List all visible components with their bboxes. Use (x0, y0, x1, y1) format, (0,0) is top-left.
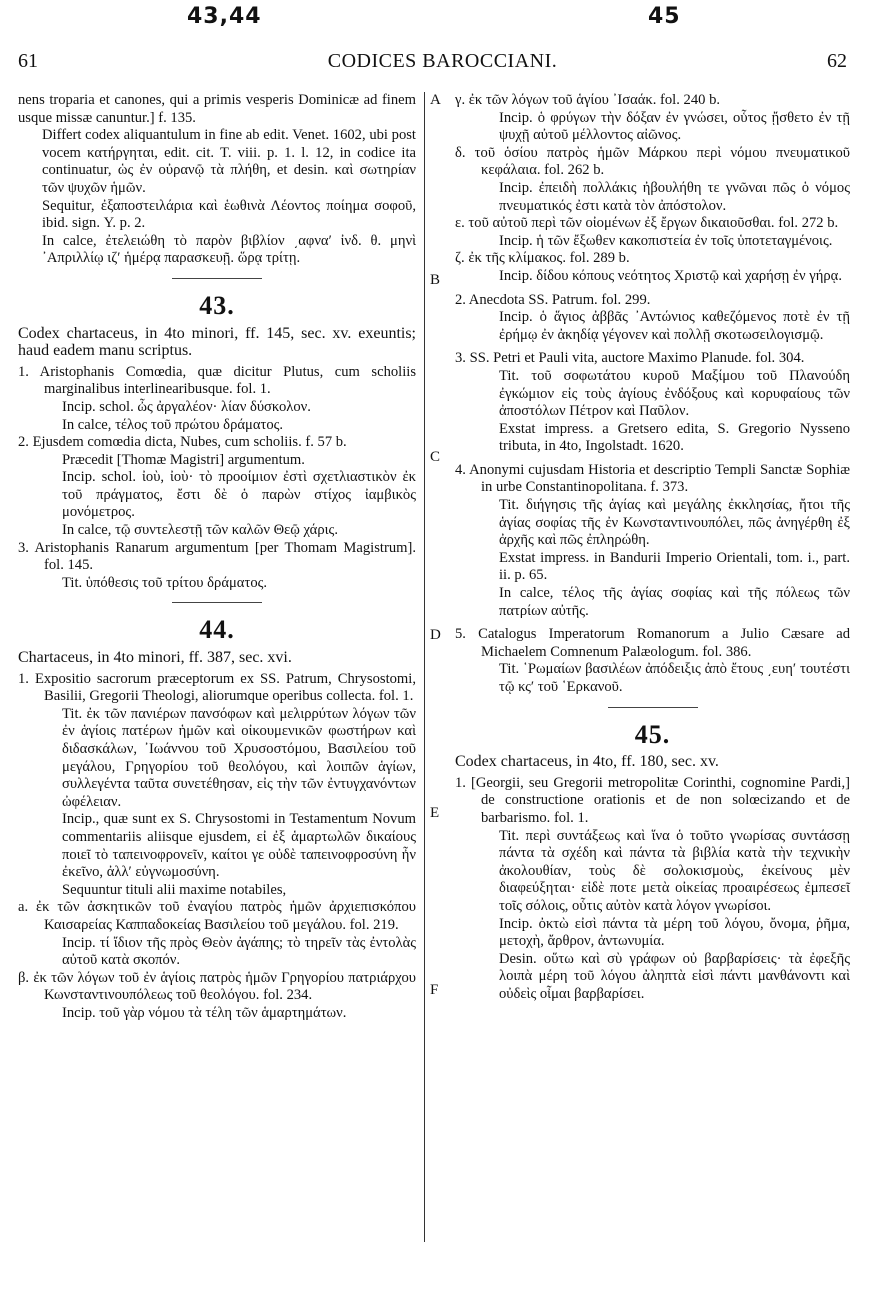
item-entry: γ. ἐκ τῶν λόγων τοῦ ἁγίου ᾿Ισαάκ. fol. 240 b. (455, 92, 721, 108)
item-detail: Tit. τοῦ σοφωτάτου κυροῦ Μαξίμου τοῦ Πλανούδη ἐγκώμιον εἰς τοὺς ἁγίους ἐνδόξους καὶ κορυφαίους τῶν ἀποστόλων Πέτρον καὶ Παῦλον. (499, 367, 850, 420)
codex-number: 44. (199, 615, 235, 645)
page-number-right: 62 (827, 50, 847, 72)
margin-letter-f: F (430, 982, 439, 998)
item-detail: In calce, τέλος τῆς ἁγίας σοφίας καὶ τῆς πόλεως τῶν πατρίων αὐτῆς. (499, 585, 850, 619)
item-detail: Incip. schol. ὦς ἀργαλέον· λίαν δύσκολον. (62, 398, 311, 415)
item-detail: Incip. ἡ τῶν ἔξωθεν κακοπιστεία ἐν τοῖς ὑποτεταγμένοις. (499, 232, 833, 249)
item-entry: 4. Anonymi cujusdam Historia et descriptio Templi Sanctæ Sophiæ in urbe Constantinopolitana. f. 373. (455, 461, 850, 496)
item-detail: In calce, τέλος τοῦ πρώτου δράματος. (62, 416, 284, 433)
margin-letter-a: A (430, 92, 441, 108)
continuation-paragraph: nens troparia et canones, qui a primis vesperis Dominicæ ad finem usque missæ canuntur.] f. 135. (18, 92, 416, 126)
continuation-paragraph: Sequitur, ἐξαποστειλάρια καὶ ἑωθινὰ Λέοντος ποίημα σοφοῦ, ibid. sign. Υ. p. 2. (42, 197, 416, 232)
item-detail: In calce, τῷ συντελεστῇ τῶν καλῶν Θεῷ χάρις. (62, 522, 338, 539)
item-entry: a. ἐκ τῶν ἀσκητικῶν τοῦ ἐναγίου πατρὸς ἡμῶν ἀρχιεπισκόπου Καισαρείας Καππαδοκείας Βασιλείου τοῦ μεγάλου. fol. 219. (18, 899, 416, 933)
left-column (18, 92, 416, 1023)
item-detail: Sequuntur tituli alii maxime notabiles, (62, 881, 287, 898)
continuation-paragraph: Differt codex aliquantulum in fine ab edit. Venet. 1602, ubi post vocem κατήργηται, edit. cit. T. viii. p. 1. l. 12, in codice ita continuatur, ὡς ἐν οὐρανῷ τὰ πλήθη, et desin. καὶ σωτηρίαν τῶν ψυχῶν ἡμῶν. (42, 127, 416, 196)
item-detail: Tit. ὑπόθεσις τοῦ τρίτου δράματος. (62, 574, 268, 591)
item-entry: 1. [Georgii, seu Gregorii metropolitæ Corinthi, cognomine Pardi,] de constructione orationis et de non solœcizando et de barbarismo. fol. 1. (455, 774, 850, 826)
codex-heading: Chartaceus, in 4to minori, ff. 387, sec. xvi. (18, 649, 292, 667)
item-detail: Desin. οὕτω καὶ σὺ γράφων οὐ βαρβαρίσεις· τὰ ἐφεξῆς λοιπὰ μέρη τοῦ λόγου ἀληπτὰ εἰσὶ πάντι μανθάνοντι καὶ οὐδεὶς οἶμαι βαρβαρίσει. (499, 950, 850, 1002)
section-rule (172, 602, 262, 603)
column-divider (424, 92, 425, 1242)
item-entry: 3. Aristophanis Ranarum argumentum [per Thomam Magistrum]. fol. 145. (18, 539, 416, 574)
margin-section-letters (428, 92, 448, 1242)
item-detail: Tit. ἐκ τῶν πανιέρων πανσόφων καὶ μελιρρύτων λόγων τῶν ἐν ἁγίοις πατέρων ἡμῶν καὶ οἰκουμενικῶν φωστήρων καὶ διδασκάλων, ᾿Ιωάννου τοῦ Χρυσοστόμου, Βασιλείου τοῦ μεγάλου, Γρηγορίου τοῦ θεολόγου, καὶ λοιπῶν ἁγίων, συλλεγέντα ταῦτα συνετέθησαν, εἰς τὴν τῶν ἐντυγχανόντων ὠφέλειαν. (62, 705, 416, 810)
item-entry: ζ. ἐκ τῆς κλίμακος. fol. 289 b. (455, 250, 630, 267)
codex-number: 45. (634, 719, 671, 749)
item-entry: ε. τοῦ αὐτοῦ περὶ τῶν οἰομένων ἐξ ἔργων δικαιοῦσθαι. fol. 272 b. (455, 215, 839, 232)
item-entry: β. ἐκ τῶν λόγων τοῦ ἐν ἁγίοις πατρὸς ἡμῶν Γρηγορίου πατριάρχου Κωνσταντινουπόλεως τοῦ θεολόγου. fol. 234. (18, 969, 416, 1004)
right-column (455, 92, 850, 1004)
item-entry: 2. Ejusdem comœdia dicta, Nubes, cum scholiis. f. 57 b. (18, 434, 347, 451)
codex-number: 43. (199, 290, 235, 320)
codex-heading: Codex chartaceus, in 4to, ff. 180, sec. xv. (455, 753, 719, 771)
item-detail: Incip. τί ἴδιον τῆς πρὸς Θεὸν ἀγάπης; τὸ τηρεῖν τὰς ἐντολὰς αὐτοῦ κατὰ σκοπόν. (62, 934, 416, 969)
item-detail: Tit. διήγησις τῆς ἁγίας καὶ μεγάλης ἐκκλησίας, ἤτοι τῆς ἁγίας σοφίας τῆς ἐν Κωνσταντινουπόλει, πῶς ἀνηγέρθη ἐξ ἀρχῆς καὶ πῶς ἐπληρώθη. (499, 497, 850, 549)
item-detail: Exstat impress. in Bandurii Imperio Orientali, tom. i., part. ii. p. 65. (499, 549, 850, 584)
running-title: CODICES BAROCCIANI. (327, 50, 558, 72)
margin-letter-b: B (430, 272, 441, 288)
margin-letter-e: E (430, 805, 440, 821)
margin-letter-d: D (430, 627, 441, 643)
item-entry: δ. τοῦ ὁσίου πατρὸς ἡμῶν Μάρκου περὶ νόμου πνευματικοῦ κεφάλαια. fol. 262 b. (455, 144, 850, 179)
codex-heading: Codex chartaceus, in 4to minori, ff. 145, sec. xv. exeuntis; haud eadem manu scriptus. (18, 324, 416, 360)
running-head (0, 48, 885, 78)
item-detail: Incip. ὁ φρύγων τὴν δόξαν ἐν γνώσει, οὗτος ᾔσθετο ἐν τῇ ψυχῇ αὐτοῦ μέλλοντος αἰῶνος. (499, 109, 850, 144)
item-detail: Præcedit [Thomæ Magistri] argumentum. (62, 451, 305, 468)
handwritten-codex-numbers-right: 45 (648, 4, 681, 29)
item-detail: Incip. ὁ ἅγιος ἀββᾶς ᾿Αντώνιος καθεζόμενος ποτὲ ἐν τῇ ἐρήμῳ ἐν ἀκηδίᾳ γέγονεν καὶ πολλῇ σκοτωσειλογισμῷ. (499, 309, 850, 343)
item-detail: Incip. δίδου κόπους νεότητος Χριστῷ καὶ χαρήσῃ ἐν γήρᾳ. (499, 267, 842, 284)
item-entry: 1. Aristophanis Comœdia, quæ dicitur Plutus, cum scholiis marginalibus interlinearibusque. fol. 1. (18, 363, 416, 398)
item-entry: 2. Anecdota SS. Patrum. fol. 299. (455, 291, 651, 308)
item-detail: Incip. schol. ἰοὺ, ἰοὺ· τὸ προοίμιον ἐστὶ σχετλιαστικὸν ἐκ τοῦ πράγματος, ἔστι δὲ ὁ παρὼν στίχος ἰαμβικὸς μονόμετρος. (62, 469, 416, 521)
item-detail: Incip., quæ sunt ex S. Chrysostomi in Testamentum Novum commentariis aliisque ejusdem, εἰ ἐξ ἁμαρτωλῶν δικαίους ποιεῖ τὸ ταπεινοφρονεῖν, καίτοι γε οὐδὲ ταπεινοφροσύνη ἦν ἐκεῖνο, ἀλλ′ εὐγνωμοσύνη. (62, 811, 416, 881)
page-number-left: 61 (18, 50, 38, 72)
item-detail: Exstat impress. a Gretsero edita, S. Gregorio Nysseno tributa, in 4to, Ingolstadt. 1620. (499, 420, 850, 455)
item-detail: Tit. ῾Ρωμαίων βασιλέων ἀπόδειξις ἀπὸ ἔτους ͵ευη′ τουτέστι τῷ κς′ τοῦ ῾Ερκανοῦ. (499, 661, 850, 695)
item-detail: Incip. ὀκτὼ εἰσὶ πάντα τὰ μέρη τοῦ λόγου, ὄνομα, ῥῆμα, μετοχὴ, ἄρθρον, ἀντωνυμία. (499, 915, 850, 950)
continuation-paragraph: In calce, ἐτελειώθη τὸ παρὸν βιβλίον ͵αφνα′ ἰνδ. θ. μηνὶ ᾿Απριλλίῳ ιζ′ ἡμέρᾳ παρασκευῇ. ὥρᾳ τρίτῃ. (42, 232, 416, 267)
item-detail: Incip. τοῦ γὰρ νόμου τὰ τέλη τῶν ἁμαρτημάτων. (62, 1004, 347, 1021)
item-entry: 3. SS. Petri et Pauli vita, auctore Maximo Planude. fol. 304. (455, 350, 805, 367)
item-entry: 1. Expositio sacrorum præceptorum ex SS. Patrum, Chrysostomi, Basilii, Gregorii Theologi, aliorumque operibus collecta. fol. 1. (18, 670, 416, 705)
item-detail: Tit. περὶ συντάξεως καὶ ἵνα ὁ τοῦτο γνωρίσας συντάσσῃ πάντα τὰ σχέδη καὶ πάντα τὰ βιβλία κατὰ τὴν τεχνικὴν ἀκολουθίαν, τοὺς δὲ σολοκισμοὺς, ἐκείνους μὲν διαφεύξηται· εἰδὲ ποτε μετὰ οἰκείας προαιρέσεως ἐμπεσεῖ τοῖς σόλοις, οὗτις αὐτὸν κατὰ λόγον γνωρίσοι. (499, 827, 850, 914)
margin-letter-c: C (430, 449, 441, 465)
item-entry: 5. Catalogus Imperatorum Romanorum a Julio Cæsare ad Michaelem Comnenum Palæologum. fol. 386. (455, 626, 850, 660)
section-rule (172, 278, 262, 279)
handwritten-codex-numbers-left: 43,44 (187, 4, 262, 29)
section-rule (608, 707, 698, 708)
item-detail: Incip. ἐπειδὴ πολλάκις ἠβουλήθη τε γνῶναι πῶς ὁ νόμος πνευματικός ἐστι κατὰ τὸν ἀπόστολον. (499, 179, 850, 214)
